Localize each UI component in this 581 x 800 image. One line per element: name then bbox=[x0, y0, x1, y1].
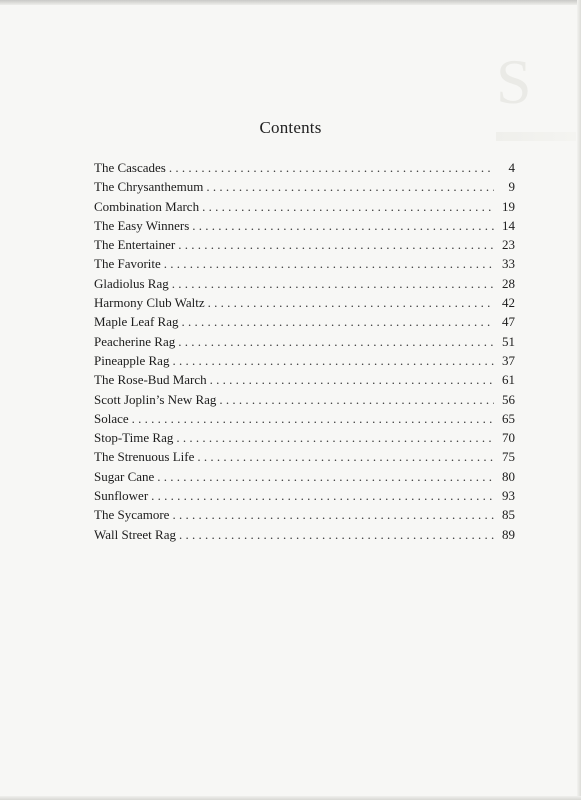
toc-entry-title: Harmony Club Waltz bbox=[94, 295, 205, 311]
toc-entry-page-number: 23 bbox=[502, 237, 515, 253]
dot-leader bbox=[202, 197, 494, 216]
toc-entry-page-number: 28 bbox=[502, 275, 515, 291]
toc-entry-title: Scott Joplin’s New Rag bbox=[94, 391, 217, 407]
toc-entry[interactable] bbox=[94, 505, 515, 524]
toc-entry-title: Solace bbox=[94, 410, 129, 426]
toc-entry-title: Pineapple Rag bbox=[94, 352, 170, 368]
toc-entry[interactable] bbox=[94, 312, 515, 331]
toc-entry[interactable] bbox=[94, 486, 515, 505]
toc-entry-page-number: 80 bbox=[502, 468, 515, 484]
dot-leader bbox=[219, 390, 494, 409]
toc-entry-page-number: 4 bbox=[508, 160, 515, 175]
toc-entry[interactable] bbox=[94, 254, 515, 273]
toc-entry-title: The Easy Winners bbox=[94, 217, 190, 233]
toc-entry[interactable] bbox=[94, 177, 515, 196]
dot-leader bbox=[178, 332, 494, 351]
dot-leader bbox=[208, 293, 494, 312]
toc-entry[interactable] bbox=[94, 293, 515, 312]
dot-leader bbox=[210, 370, 494, 389]
dot-leader bbox=[176, 428, 494, 447]
dot-leader bbox=[157, 467, 494, 486]
page-top-edge bbox=[0, 0, 581, 5]
dot-leader bbox=[132, 409, 494, 428]
toc-entry[interactable] bbox=[94, 351, 515, 370]
toc-entry[interactable] bbox=[94, 332, 515, 351]
toc-entry[interactable] bbox=[94, 409, 515, 428]
toc-entry[interactable] bbox=[94, 390, 515, 409]
page-bottom-edge bbox=[0, 796, 581, 800]
toc-entry-page-number: 61 bbox=[502, 372, 515, 388]
toc-entry-page-number: 33 bbox=[502, 256, 515, 272]
toc-entry-title: Sugar Cane bbox=[94, 468, 155, 484]
toc-entry-page-number: 85 bbox=[502, 507, 515, 523]
toc-entry[interactable] bbox=[94, 216, 515, 235]
dot-leader bbox=[192, 216, 494, 235]
dot-leader bbox=[164, 254, 494, 273]
toc-entry[interactable] bbox=[94, 467, 515, 486]
toc-entry-title: Combination March bbox=[94, 198, 200, 214]
toc-entry[interactable] bbox=[94, 447, 515, 466]
dot-leader bbox=[181, 312, 494, 331]
toc-entry[interactable] bbox=[94, 235, 515, 254]
dot-leader bbox=[206, 177, 494, 196]
dot-leader bbox=[197, 447, 494, 466]
table-of-contents bbox=[94, 158, 515, 544]
dot-leader bbox=[178, 235, 494, 254]
toc-entry-page-number: 42 bbox=[502, 295, 515, 311]
toc-entry-page-number: 51 bbox=[502, 333, 515, 349]
toc-entry-page-number: 75 bbox=[502, 449, 515, 465]
toc-entry-page-number: 56 bbox=[502, 391, 515, 407]
toc-entry-page-number: 65 bbox=[502, 410, 515, 426]
toc-entry-title: Sunflower bbox=[94, 488, 149, 504]
toc-entry-page-number: 93 bbox=[502, 488, 515, 504]
toc-entry-title: The Rose-Bud March bbox=[94, 372, 207, 388]
toc-entry[interactable] bbox=[94, 158, 515, 177]
page-title: Contents bbox=[259, 118, 322, 137]
dot-leader bbox=[151, 486, 494, 505]
toc-entry[interactable] bbox=[94, 197, 515, 216]
toc-entry-title: The Strenuous Life bbox=[94, 449, 195, 465]
toc-entry[interactable] bbox=[94, 525, 515, 544]
toc-entry-title: Maple Leaf Rag bbox=[94, 314, 179, 330]
dot-leader bbox=[179, 525, 494, 544]
dot-leader bbox=[172, 351, 494, 370]
toc-entry-page-number: 89 bbox=[502, 526, 515, 542]
toc-entry-page-number: 14 bbox=[502, 217, 515, 233]
toc-entry-title: The Chrysanthemum bbox=[94, 179, 204, 195]
toc-entry-title: The Favorite bbox=[94, 256, 161, 272]
dot-leader bbox=[169, 158, 494, 177]
toc-entry-page-number: 19 bbox=[502, 198, 515, 214]
toc-entry[interactable] bbox=[94, 370, 515, 389]
toc-entry-title: The Sycamore bbox=[94, 507, 170, 523]
dot-leader bbox=[172, 274, 494, 293]
toc-entry-title: Wall Street Rag bbox=[94, 526, 176, 542]
toc-entry[interactable] bbox=[94, 274, 515, 293]
toc-entry-page-number: 47 bbox=[502, 314, 515, 330]
toc-entry-page-number: 9 bbox=[508, 179, 515, 195]
toc-entry[interactable] bbox=[94, 428, 515, 447]
toc-entry-title: The Entertainer bbox=[94, 237, 176, 253]
toc-entry-title: The Cascades bbox=[94, 160, 166, 175]
toc-entry-title: Peacherine Rag bbox=[94, 333, 176, 349]
dot-leader bbox=[172, 505, 494, 524]
toc-entry-title: Stop-Time Rag bbox=[94, 430, 174, 446]
show-through-glyph: S bbox=[496, 46, 532, 117]
toc-entry-page-number: 37 bbox=[502, 352, 515, 368]
toc-entry-page-number: 70 bbox=[502, 430, 515, 446]
toc-entry-title: Gladiolus Rag bbox=[94, 275, 169, 291]
